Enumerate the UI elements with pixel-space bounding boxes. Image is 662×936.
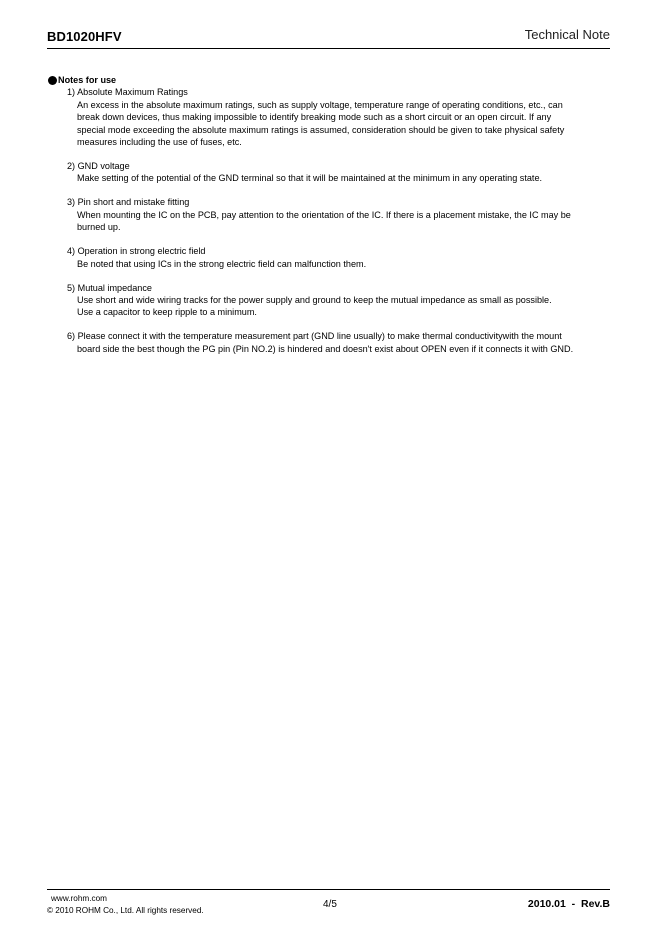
note-line: burned up. xyxy=(77,222,121,233)
website-url: www.rohm.com xyxy=(51,894,107,903)
note-body xyxy=(67,172,618,184)
page-number: 4/5 xyxy=(323,899,337,910)
note-body xyxy=(67,99,618,149)
note-line: Use a capacitor to keep ripple to a minimum. xyxy=(77,307,257,318)
note-line: measures including the use of fuses, etc. xyxy=(77,137,242,148)
note-title: 6) Please connect it with the temperature measurement part (GND line usually) to make thermal conductivitywith the mount xyxy=(67,331,562,342)
revision-label: 2010.01 - Rev.B xyxy=(527,898,610,910)
document-id: BD1020HFV xyxy=(47,29,122,44)
note-line: An excess in the absolute maximum ratings, such as supply voltage, temperature range of operating conditions, etc., can xyxy=(77,99,563,110)
note-title: 1) Absolute Maximum Ratings xyxy=(67,87,188,98)
note-title: 2) GND voltage xyxy=(67,161,130,172)
notes-section xyxy=(48,74,618,367)
bullet-icon xyxy=(48,76,57,85)
note-body xyxy=(67,343,618,355)
note-line: Make setting of the potential of the GND terminal so that it will be maintained at the minimum in any operating state. xyxy=(77,173,543,184)
note-item xyxy=(48,86,618,148)
section-title: Notes for use xyxy=(58,75,117,85)
note-body xyxy=(67,209,618,234)
note-line: Use short and wide wiring tracks for the power supply and ground to keep the mutual impedance as small as possible. xyxy=(77,295,552,306)
note-body xyxy=(67,294,618,319)
section-heading xyxy=(48,74,618,86)
note-item xyxy=(48,245,618,270)
page-header xyxy=(47,26,610,49)
document-type: Technical Note xyxy=(524,27,610,42)
page-footer xyxy=(47,889,610,920)
note-line: board side the best though the PG pin (Pin NO.2) is hindered and doesn't exist about OPEN even if it connects it with GND. xyxy=(77,343,574,354)
note-title: 5) Mutual impedance xyxy=(67,282,152,293)
note-line: When mounting the IC on the PCB, pay attention to the orientation of the IC. If there is a placement mistake, the IC may be xyxy=(77,209,571,220)
note-line: special mode exceeding the absolute maximum ratings is assumed, consideration should be given to take physical safety xyxy=(77,124,565,135)
note-line: break down devices, thus making impossible to identify breaking mode such as a short circuit or an open circuit. If any xyxy=(77,112,552,123)
note-item xyxy=(48,160,618,185)
copyright-notice: © 2010 ROHM Co., Ltd. All rights reserved. xyxy=(47,906,204,915)
note-item xyxy=(48,282,618,319)
note-line: Be noted that using ICs in the strong electric field can malfunction them. xyxy=(77,258,367,269)
note-body xyxy=(67,258,618,270)
note-title: 3) Pin short and mistake fitting xyxy=(67,197,190,208)
note-title: 4) Operation in strong electric field xyxy=(67,246,206,257)
note-item xyxy=(48,196,618,233)
note-item xyxy=(48,330,618,355)
